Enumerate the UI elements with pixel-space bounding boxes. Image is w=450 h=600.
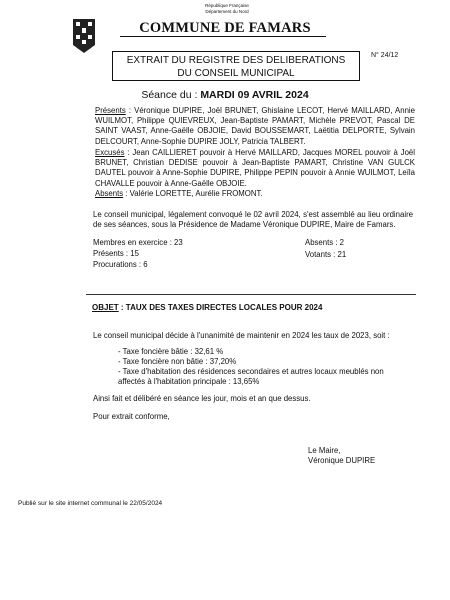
- objet-separator: [86, 294, 416, 295]
- presents-paragraph: [95, 106, 415, 147]
- votants-count: Votants : 21: [305, 250, 347, 259]
- coat-of-arms-logo: [72, 18, 96, 54]
- republic-header: [162, 3, 292, 14]
- procurations-count: Procurations : 6: [93, 260, 148, 269]
- extrait-line-1: EXTRAIT DU REGISTRE DES DELIBERATIONS: [126, 55, 346, 66]
- absents-count: Absents : 2: [305, 238, 345, 247]
- commune-title: COMMUNE DE FAMARS: [139, 20, 311, 36]
- tax-item-1: - Taxe foncière bâtie : 32,61 %: [118, 347, 224, 356]
- pour-extrait: Pour extrait conforme,: [93, 412, 170, 421]
- objet-heading: [92, 303, 322, 312]
- membres-count: Membres en exercice : 23: [93, 238, 183, 247]
- presents-label: Présents: [95, 106, 126, 115]
- title-underline: [120, 36, 326, 37]
- seance-label: Séance du :: [141, 89, 198, 101]
- presents-count: Présents : 15: [93, 249, 139, 258]
- tax-item-2: - Taxe foncière non bâtie : 37,20%: [118, 357, 237, 366]
- publication-note: Publié sur le site internet communal le 22/05/2024: [18, 500, 163, 507]
- signature-name: Véronique DUPIRE: [308, 456, 376, 465]
- absents-label: Absents: [95, 189, 124, 198]
- excuses-text: : Jean CAILLIERET pouvoir à Hervé MAILLARD, Jacques MOREL pouvoir à Joël BRUNET, Christian DEDISE pouvoir à Jean-Baptiste PAMART, Christine VAN GULCK DAUTEL pouvoir à Anne-Sophie DUPIRE, Philippe PEPIN pouvoir à Annie WUILMOT, Leïla CHAVALLE pouvoir à Anne-Gaëlle OBJOIE.: [95, 148, 415, 188]
- republic-line: République Française: [205, 3, 249, 8]
- seance-date: MARDI 09 AVRIL 2024: [200, 89, 309, 101]
- objet-text: : TAUX DES TAXES DIRECTES LOCALES POUR 2024: [118, 303, 323, 312]
- fait-paragraph: Ainsi fait et délibéré en séance les jour, mois et an que dessus.: [93, 394, 311, 403]
- absents-paragraph: [95, 189, 415, 199]
- decision-paragraph: Le conseil municipal décide à l'unanimité de maintenir en 2024 les taux de 2023, soit :: [93, 331, 390, 340]
- signature-role: Le Maire,: [308, 446, 341, 455]
- tax-item-3: - Taxe d'habitation des résidences secondaires et autres locaux meublés non affectés à l'habitation principale : 13,65%: [118, 367, 384, 386]
- excuses-paragraph: [95, 148, 415, 189]
- objet-label: OBJET: [92, 303, 119, 312]
- extrait-line-2: DU CONSEIL MUNICIPAL: [177, 68, 295, 79]
- convocation-paragraph: Le conseil municipal, légalement convoqué le 02 avril 2024, s'est assemblé au lieu ordinaire de ses séances, sous la Présidence de Madame Véronique DUPIRE, Maire de Famars.: [93, 210, 413, 230]
- deliberation-number: N° 24/12: [371, 52, 399, 59]
- absents-text: : Valérie LORETTE, Aurélie FROMONT.: [123, 189, 263, 198]
- extrait-box: [112, 51, 360, 81]
- presents-text: : Véronique DUPIRE, Joël BRUNET, Ghislaine LECOT, Hervé MAILLARD, Annie WUILMOT, Philippe QUIEVREUX, Jean-Baptiste PAMART, Michèle PREVOT, Pascal DE SAINT VAAST, Anne-Gaëlle OBJOIE, David BOUSSEMART, Laëtitia DELPORTE, Sylvain DELCOURT, Anne-Sophie DUPIRE JOLY, Patricia TALBERT.: [95, 106, 415, 146]
- seance-line: [100, 89, 350, 101]
- departement-line: Département du Nord: [205, 8, 249, 14]
- excuses-label: Excusés: [95, 148, 125, 157]
